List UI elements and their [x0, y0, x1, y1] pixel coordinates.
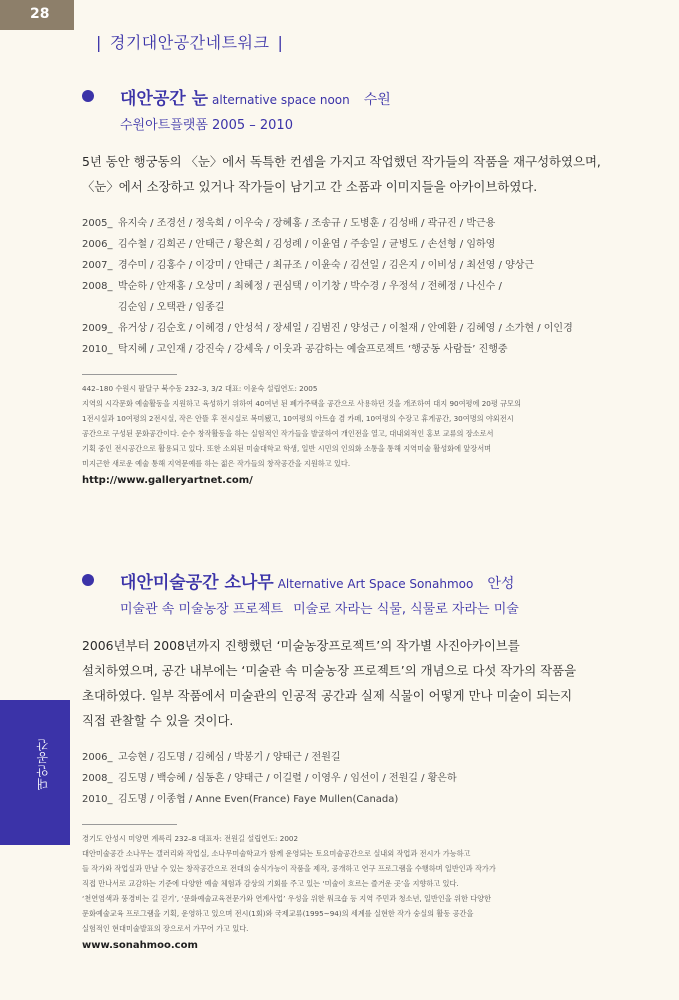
title-location: 수원: [363, 92, 391, 108]
section-noon: [82, 84, 622, 486]
artist-year: 2008_: [82, 281, 113, 292]
artist-row: [82, 255, 622, 276]
artist-names: 박순하 / 안재홍 / 오상미 / 최혜정 / 권심택 / 이기창 / 박수경 / 우정석 / 전혜정 / 나신수 /: [118, 281, 502, 292]
info-line: 직접 만나서로 교감하는 기준에 다양한 예술 체험과 감상의 기회를 주고 있는 ‘미술이 흐르는 즐거운 곳’을 지향하고 있다.: [82, 879, 459, 888]
artist-names: 탁지혜 / 고인재 / 강진숙 / 강세욱 / 이웃과 공감하는 예술프로젝트 ‘행궁동 사람들’ 진행중: [118, 344, 508, 355]
section-title-row: [82, 84, 622, 110]
info-line: 442–180 수원시 팔달구 북수동 232–3, 3/2 대표: 이윤숙 설립연도: 2005: [82, 384, 318, 393]
info-line: 실험적인 현대미술발표의 장으로서 가꾸어 가고 있다.: [82, 924, 249, 933]
artist-names: 김도명 / 백승혜 / 심동흔 / 양태근 / 이길렬 / 이영우 / 임선이 / 전원길 / 황은하: [118, 773, 457, 784]
title-english: alternative space noon: [212, 93, 350, 107]
side-tab-label: 대안공간: [36, 738, 50, 790]
info-line: 경기도 안성시 미양면 계륵리 232–8 대표자: 전원길 설립연도: 2002: [82, 834, 299, 843]
title-english: Alternative Art Space Sonahmoo: [277, 577, 474, 591]
artist-year: 2010_: [82, 344, 113, 355]
artist-names: 경수미 / 김홍수 / 이강미 / 안태근 / 최규조 / 이윤숙 / 김선일 / 김은지 / 이비성 / 최선영 / 양상근: [118, 260, 535, 271]
body-line: 2006년부터 2008년까지 진행했던 ‘미술농장프로젝트’의 작가별 사진아카이브를: [82, 638, 520, 653]
artist-year: 2006_: [82, 239, 113, 250]
section-body: [82, 149, 622, 199]
subtitle-main: 미술관 속 미술농장 프로젝트: [120, 602, 284, 617]
body-line: 초대하였다. 일부 작품에서 미술관의 인공적 공간과 실제 식물이 어떻게 만나 미술이 되는지: [82, 688, 573, 703]
artist-list: [82, 747, 622, 810]
title-location: 안성: [487, 576, 515, 592]
artist-year: 2006_: [82, 752, 113, 763]
info-block: [82, 381, 622, 471]
artist-names: 고승현 / 김도명 / 김혜심 / 박봉기 / 양태근 / 전원길: [118, 752, 341, 763]
artist-row: [82, 768, 622, 789]
bullet-icon: [82, 90, 94, 102]
artist-row: [82, 234, 622, 255]
title-korean: 대안공간 눈: [120, 89, 209, 109]
artist-row: [82, 747, 622, 768]
body-line: 5년 동안 행궁동의 〈눈〉에서 독특한 컨셉을 가지고 작업했던 작가들의 작품을 재구성하였으며,: [82, 154, 601, 169]
header-bar-left: |: [96, 33, 102, 52]
subtitle-main: 수원아트플랫폼 2005 – 2010: [120, 118, 293, 133]
section-body: [82, 633, 622, 733]
artist-year: 2009_: [82, 323, 113, 334]
artist-year: 2010_: [82, 794, 113, 805]
section-title-row: [82, 568, 622, 594]
artist-row: [82, 213, 622, 234]
artist-list: [82, 213, 622, 360]
artist-row: [82, 339, 622, 360]
info-line: 대안미술공간 소나무는 갤러리와 작업실, 소나무미술학교가 함께 운영되는 토요미술공간으로 실내외 작업과 전시가 가능하고: [82, 849, 471, 858]
artist-row: [82, 318, 622, 339]
section-subtitle: [120, 598, 622, 617]
bullet-icon: [82, 574, 94, 586]
divider: [82, 374, 177, 375]
website-link[interactable]: www.sonahmoo.com: [82, 940, 198, 951]
page-header: [88, 30, 291, 53]
artist-year: 2008_: [82, 773, 113, 784]
title-korean: 대안미술공간 소나무: [120, 573, 274, 593]
body-line: 직접 관찰할 수 있을 것이다.: [82, 713, 234, 728]
section-title: [120, 568, 514, 593]
artist-row: [82, 297, 622, 318]
info-line: 미지근한 새로운 예술 통해 지역문예를 하는 젊은 작가들의 창작공간을 지원하고 있다.: [82, 459, 351, 468]
artist-names: 김수철 / 김희곤 / 안태근 / 황은희 / 김성례 / 이윤엽 / 주송일 / 균병도 / 손선형 / 임하영: [118, 239, 496, 250]
info-line: ‘천연염색과 풍경비는 길 걷기’, ‘문화예술교육전문가와 연계사업’ 우성을 위한 워크숍 등 지역 주민과 청소년, 일반인을 위한 다양한: [82, 894, 492, 903]
artist-row: [82, 789, 622, 810]
body-line: 설치하였으며, 공간 내부에는 ‘미술관 속 미술농장 프로젝트’의 개념으로 다섯 작가의 작품을: [82, 663, 577, 678]
artist-names: 유거상 / 김순호 / 이혜경 / 안성석 / 장세일 / 김범진 / 양성근 / 이철재 / 안예환 / 김혜영 / 소가현 / 이인경: [118, 323, 573, 334]
website-link[interactable]: http://www.galleryartnet.com/: [82, 475, 253, 486]
page-number: 28: [0, 0, 74, 30]
info-line: 들 작가와 작업실과 만날 수 있는 창작공간으로 전대의 숨식가능이 작품을 제작, 공개하고 연구 프로그램을 수행하며 일반인과 작가가: [82, 864, 496, 873]
info-block: [82, 831, 622, 936]
artist-names: 유지숙 / 조경선 / 정욱희 / 이우숙 / 장혜홍 / 조송규 / 도병훈 / 김성배 / 곽규진 / 박근용: [118, 218, 496, 229]
subtitle-extra: 미술로 자라는 식물, 식물로 자라는 미술: [293, 602, 519, 617]
section-title: [120, 84, 391, 109]
header-title: 경기대안공간네트워크: [109, 33, 270, 52]
info-line: 1전시실과 10여평의 2전시실, 작은 안뜰 후 전시실로 복미됐고, 10여평의 아트숍 겸 카페, 10여평의 수장고 휴게공간, 30여명의 야외전시: [82, 414, 514, 423]
header-bar-right: |: [277, 33, 284, 52]
artist-names: 김도명 / 이종협 / Anne Even(France) Faye Mullen(Canada): [118, 794, 399, 805]
artist-year: 2005_: [82, 218, 113, 229]
divider: [82, 824, 177, 825]
info-line: 공간으로 구성된 문화공간이다. 순수 창작활동을 하는 실험적인 작가들을 발굴하여 개인전을 열고, 대내외적인 홍보 교류의 장소로서: [82, 429, 494, 438]
section-sonahmoo: [82, 568, 622, 951]
artist-row: [82, 276, 622, 297]
info-line: 지역의 시각문화 예술활동을 지원하고 육성하기 위하여 40여년 된 폐가주택을 공간으로 사용하던 것을 개조하여 대지 90여평에 20평 규모의: [82, 399, 521, 408]
section-subtitle: [120, 114, 622, 133]
artist-names: 김순임 / 오택관 / 임종길: [118, 302, 225, 313]
body-line: 〈눈〉에서 소장하고 있거나 작가들이 남기고 간 소품과 이미지들을 아카이브하였다.: [82, 179, 538, 194]
info-line: 기획 중인 전시공간으로 활용되고 있다. 또한 소외된 미술대학교 학생, 일반 시민의 인의화 소통을 통해 지역미술 활성화에 앞장서며: [82, 444, 492, 453]
info-line: 문화예술교육 프로그램을 기획, 운영하고 있으며 전시(1회)와 국제교류(1995~94)의 세계를 실현한 작가 숭실의 활동 공간을: [82, 909, 474, 918]
artist-year: 2007_: [82, 260, 113, 271]
